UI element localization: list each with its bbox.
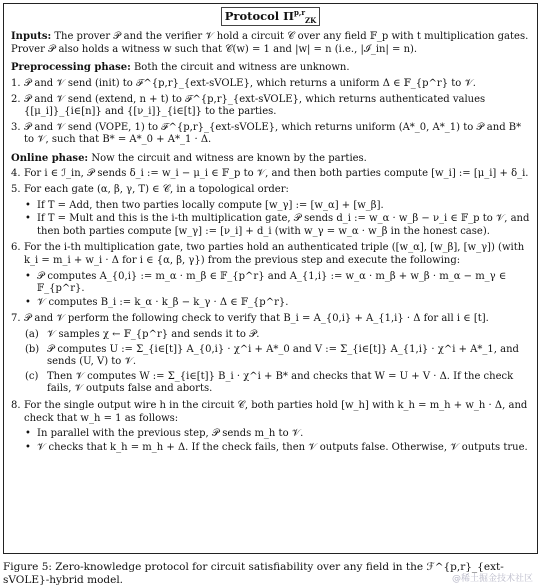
step-8: 8. For the single output wire h in the circuit 𝒞, both parties hold [w_h] with k_h = m_h + w_h · Δ, and check that w_h = 1 as follows: (11, 399, 528, 424)
preprocessing-heading: Preprocessing phase: Both the circuit and witness are unknown. (11, 62, 350, 74)
step-1: 1. 𝒫 and 𝒱 send (init) to ℱ^{p,r}_{ext-sVOLE}, which returns a uniform Δ ∈ 𝔽_{p^r} to 𝒱. (11, 77, 476, 89)
step-5-bullet-add: • If T = Add, then two parties locally compute [w_γ] := [w_α] + [w_β]. (25, 199, 384, 211)
step-8-bullet-parallel: • In parallel with the previous step, 𝒫 sends m_h to 𝒱. (25, 428, 304, 440)
step-7b: (b) 𝒫 computes U := Σ_{i∈[t]} A_{0,i} · χ^i + A*_0 and V := Σ_{i∈[t]} A_{1,i} · χ^i + A*_1, and sends (U, V) to 𝒱. (25, 343, 519, 368)
protocol-title: Protocol Π$^{p,r}_{ZK}$ (11, 7, 530, 26)
protocol-box (3, 3, 538, 554)
step-8-bullet-check: • 𝒱 checks that k_h = m_h + Δ. If the check fails, then 𝒱 outputs false. Otherwise, 𝒱 outputs true. (25, 441, 528, 453)
online-heading: Online phase: Now the circuit and witness are known by the parties. (11, 152, 367, 164)
inputs-paragraph: Inputs: The prover 𝒫 and the verifier 𝒱 hold a circuit 𝒞 over any field 𝔽_p with t multiplication gates. Prover 𝒫 also holds a witness w such that 𝒞(w) = 1 and |w| = n (i.e., |ℐ_in| = n). (11, 31, 529, 55)
step-7c: (c) Then 𝒱 computes W := Σ_{i∈[t]} B_i · χ^i + B* and checks that W = U + V · Δ. If the check fails, 𝒱 outputs false and aborts. (25, 370, 514, 395)
step-2: 2. 𝒫 and 𝒱 send (extend, n + t) to ℱ^{p,r}_{ext-sVOLE}, which returns authenticated values {[μ_i]}_{i∈[n]} and {[ν_i]}_{i∈[t]} to the parties. (11, 93, 486, 118)
step-6-bullet-verifier: • 𝒱 computes B_i := k_α · k_β − k_γ · Δ ∈ 𝔽_{p^r}. (25, 296, 289, 308)
figure-caption: Figure 5: Zero-knowledge protocol for circuit satisfiability over any field in the ℱ^{p,r}_{ext-sVOLE}-hybrid model. (3, 561, 504, 586)
bullet-icon: • (25, 270, 31, 282)
watermark: @稀土掘金技术社区 (452, 574, 534, 584)
bullet-icon: • (25, 296, 31, 308)
step-7: 7. 𝒫 and 𝒱 perform the following check to verify that B_i = A_{0,i} + A_{1,i} · Δ for all i ∈ [t]. (11, 313, 489, 325)
step-7a: (a) 𝒱 samples χ ← 𝔽_{p^r} and sends it to 𝒫. (25, 329, 260, 340)
step-6-bullet-prover: • 𝒫 computes A_{0,i} := m_α · m_β ∈ 𝔽_{p^r} and A_{1,i} := w_α · m_β + w_β · m_α − m_γ ∈ 𝔽_{p^r}. (25, 270, 507, 295)
bullet-icon: • (25, 428, 31, 440)
step-3: 3. 𝒫 and 𝒱 send (VOPE, 1) to ℱ^{p,r}_{ext-sVOLE}, which returns uniform (A*_0, A*_1) to 𝒫 and B* to 𝒱, such that B* = A*_0 + A*_1 · Δ. (11, 121, 522, 146)
bullet-icon: • (25, 213, 31, 225)
bullet-icon: • (25, 441, 31, 453)
step-5-bullet-mult: • If T = Mult and this is the i-th multiplication gate, 𝒫 sends d_i := w_α · w_β − ν_i ∈ 𝔽_p to 𝒱, and then both parties compute [w_γ] := [ν_i] + d_i (with w_γ = w_α · w_β in the honest case). (25, 213, 530, 237)
step-6: 6. For the i-th multiplication gate, two parties hold an authenticated triple ([w_α], [w_β], [w_γ]) (with k_i = m_i + w_i · Δ for i ∈ {α, β, γ}) from the previous step and execute the following: (11, 242, 525, 267)
step-5: 5. For each gate (α, β, γ, T) ∈ 𝒞, in a topological order: (11, 184, 289, 196)
bullet-icon: • (25, 199, 31, 211)
step-4: 4. For i ∈ ℐ_in, 𝒫 sends δ_i := w_i − μ_i ∈ 𝔽_p to 𝒱, and then both parties compute [w_i] := [μ_i] + δ_i. (11, 168, 529, 180)
